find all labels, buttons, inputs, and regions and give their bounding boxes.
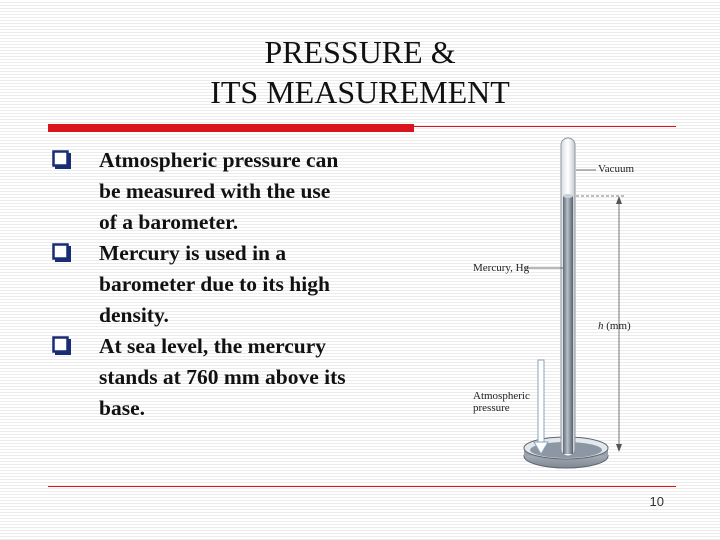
barometer-illustration	[466, 134, 666, 480]
bullet-line: base.	[99, 396, 145, 420]
bullet-line: density.	[99, 303, 169, 327]
bullet-list	[52, 145, 412, 424]
bullet-line: barometer due to its high	[99, 272, 330, 296]
checkbox-bullet-icon	[52, 243, 72, 263]
bullet-item	[52, 145, 412, 238]
title-rule-thick	[48, 124, 414, 132]
bullet-line: be measured with the use	[99, 179, 331, 203]
bullet-line: Atmospheric pressure can	[99, 148, 339, 172]
title-line-1: PRESSURE &	[264, 34, 456, 70]
checkbox-bullet-icon	[52, 150, 72, 170]
pressure-label-line: pressure	[473, 402, 510, 414]
pressure-label-line: Atmospheric	[473, 390, 530, 402]
bullet-line: At sea level, the mercury	[99, 334, 327, 358]
bullet-item	[52, 238, 412, 331]
title-line-2: ITS MEASUREMENT	[210, 74, 510, 110]
title-rule-thin	[414, 126, 676, 127]
bullet-line: stands at 760 mm above its	[99, 365, 346, 389]
bullet-item	[52, 331, 412, 424]
footer-rule	[48, 486, 676, 487]
vacuum-label: Vacuum	[598, 163, 635, 175]
slide-title	[60, 32, 660, 112]
height-symbol: h	[598, 320, 604, 332]
atmospheric-pressure-label	[473, 390, 530, 414]
bullet-line: of a barometer.	[99, 210, 239, 234]
mercury-label: Mercury, Hg	[473, 262, 530, 274]
page-number: 10	[649, 494, 664, 509]
bullet-line: Mercury is used in a	[99, 241, 287, 265]
barometer-diagram	[466, 134, 666, 480]
checkbox-bullet-icon	[52, 336, 72, 356]
height-unit: (mm)	[606, 320, 631, 332]
height-label	[598, 320, 631, 332]
